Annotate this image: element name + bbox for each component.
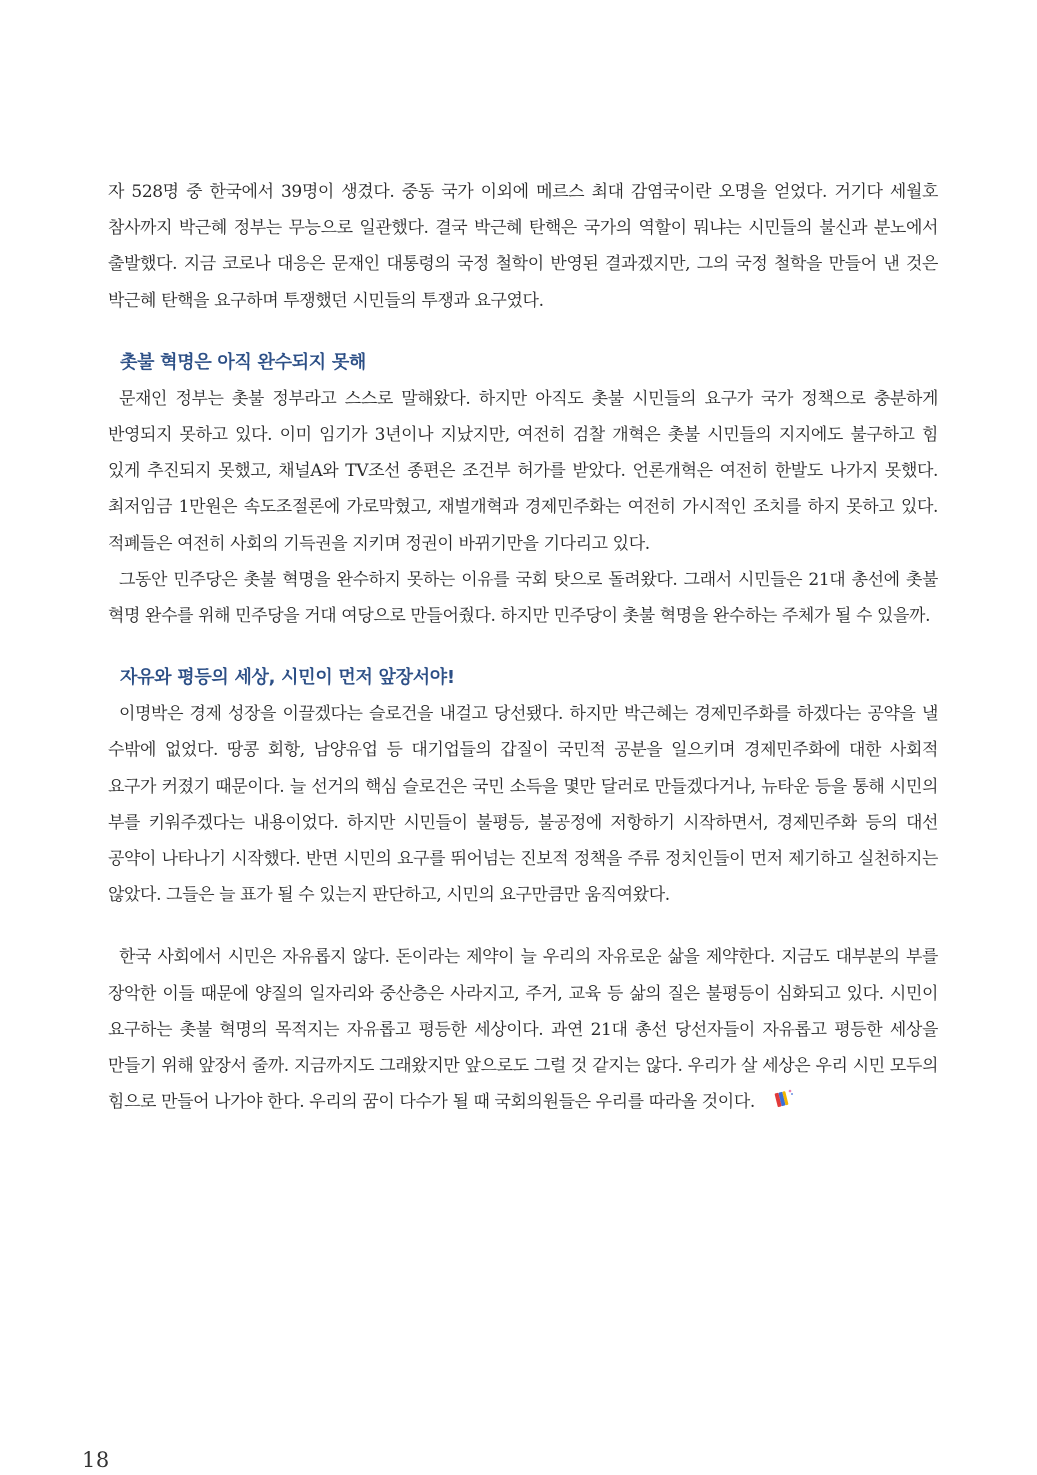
end-mark-icon: [759, 1087, 783, 1111]
article-body: [108, 174, 938, 1120]
section1-paragraph-2: 그동안 민주당은 촛불 혁명을 완수하지 못하는 이유를 국회 탓으로 돌려왔다. 그래서 시민들은 21대 총선에 촛불 혁명 완수를 위해 민주당을 거대 여당으로 만들어줬다. 하지만 민주당이 촛불 혁명을 완수하는 주체가 될 수 있을까.: [108, 569, 938, 627]
page-number: 18: [82, 1448, 110, 1472]
section-heading-candlelight: 촛불 혁명은 아직 완수되지 못해: [120, 351, 367, 373]
section2-paragraph-1: 이명박은 경제 성장을 이끌겠다는 슬로건을 내걸고 당선됐다. 하지만 박근혜는 경제민주화를 하겠다는 공약을 낼 수밖에 없었다. 땅콩 회항, 남양유업 등 대기업들의 갑질이 국민적 공분을 일으키며 경제민주화에 대한 사회적 요구가 커졌기 때문이다. 늘 선거의 핵심 슬로건은 국민 소득을 몇만 달러로 만들겠다거나, 뉴타운 등을 통해 시민의 부를 키워주겠다는 내용이었다. 하지만 시민들이 불평등, 불공정에 저항하기 시작하면서, 경제민주화 등의 대선 공약이 나타나기 시작했다. 반면 시민의 요구를 뛰어넘는 진보적 정책을 주류 정치인들이 먼저 제기하고 실천하지는 않았다. 그들은 늘 표가 될 수 있는지 판단하고, 시민의 요구만큼만 움직여왔다.: [108, 704, 938, 906]
section2-paragraph-2: [108, 939, 938, 1120]
spacer: [108, 913, 938, 939]
spacer: [108, 634, 938, 660]
section1-paragraph-1: 문재인 정부는 촛불 정부라고 스스로 말해왔다. 하지만 아직도 촛불 시민들의 요구가 국가 정책으로 충분하게 반영되지 못하고 있다. 이미 임기가 3년이나 지났지만, 여전히 검찰 개혁은 촛불 시민들의 지지에도 불구하고 힘 있게 추진되지 못했고, 채널A와 TV조선 종편은 조건부 허가를 받았다. 언론개혁은 여전히 한발도 나가지 못했다. 최저임금 1만원은 속도조절론에 가로막혔고, 재벌개혁과 경제민주화는 여전히 가시적인 조치를 하지 못하고 있다. 적폐들은 여전히 사회의 기득권을 지키며 정권이 바뀌기만을 기다리고 있다.: [108, 388, 938, 554]
intro-paragraph: 자 528명 중 한국에서 39명이 생겼다. 중동 국가 이외에 메르스 최대 감염국이란 오명을 얻었다. 거기다 세월호 참사까지 박근혜 정부는 무능으로 일관했다. 결국 박근혜 탄핵은 국가의 역할이 뭐냐는 시민들의 불신과 분노에서 출발했다. 지금 코로나 대응은 문재인 대통령의 국정 철학이 반영된 결과겠지만, 그의 국정 철학을 만들어 낸 것은 박근혜 탄핵을 요구하며 투쟁했던 시민들의 투쟁과 요구였다.: [108, 182, 938, 311]
section2-paragraph-2-text: 한국 사회에서 시민은 자유롭지 않다. 돈이라는 제약이 늘 우리의 자유로운 삶을 제약한다. 지금도 대부분의 부를 장악한 이들 때문에 양질의 일자리와 중산층은 사라지고, 주거, 교육 등 삶의 질은 불평등이 심화되고 있다. 시민이 요구하는 촛불 혁명의 목적지는 자유롭고 평등한 세상이다. 과연 21대 총선 당선자들이 자유롭고 평등한 세상을 만들기 위해 앞장서 줄까. 지금까지도 그래왔지만 앞으로도 그럴 것 같지는 않다. 우리가 살 세상은 우리 시민 모두의 힘으로 만들어 나가야 한다. 우리의 꿈이 다수가 될 때 국회의원들은 우리를 따라올 것이다.: [108, 947, 938, 1113]
section-heading-freedom-equality: 자유와 평등의 세상, 시민이 먼저 앞장서야!: [120, 667, 455, 689]
spacer: [108, 319, 938, 345]
